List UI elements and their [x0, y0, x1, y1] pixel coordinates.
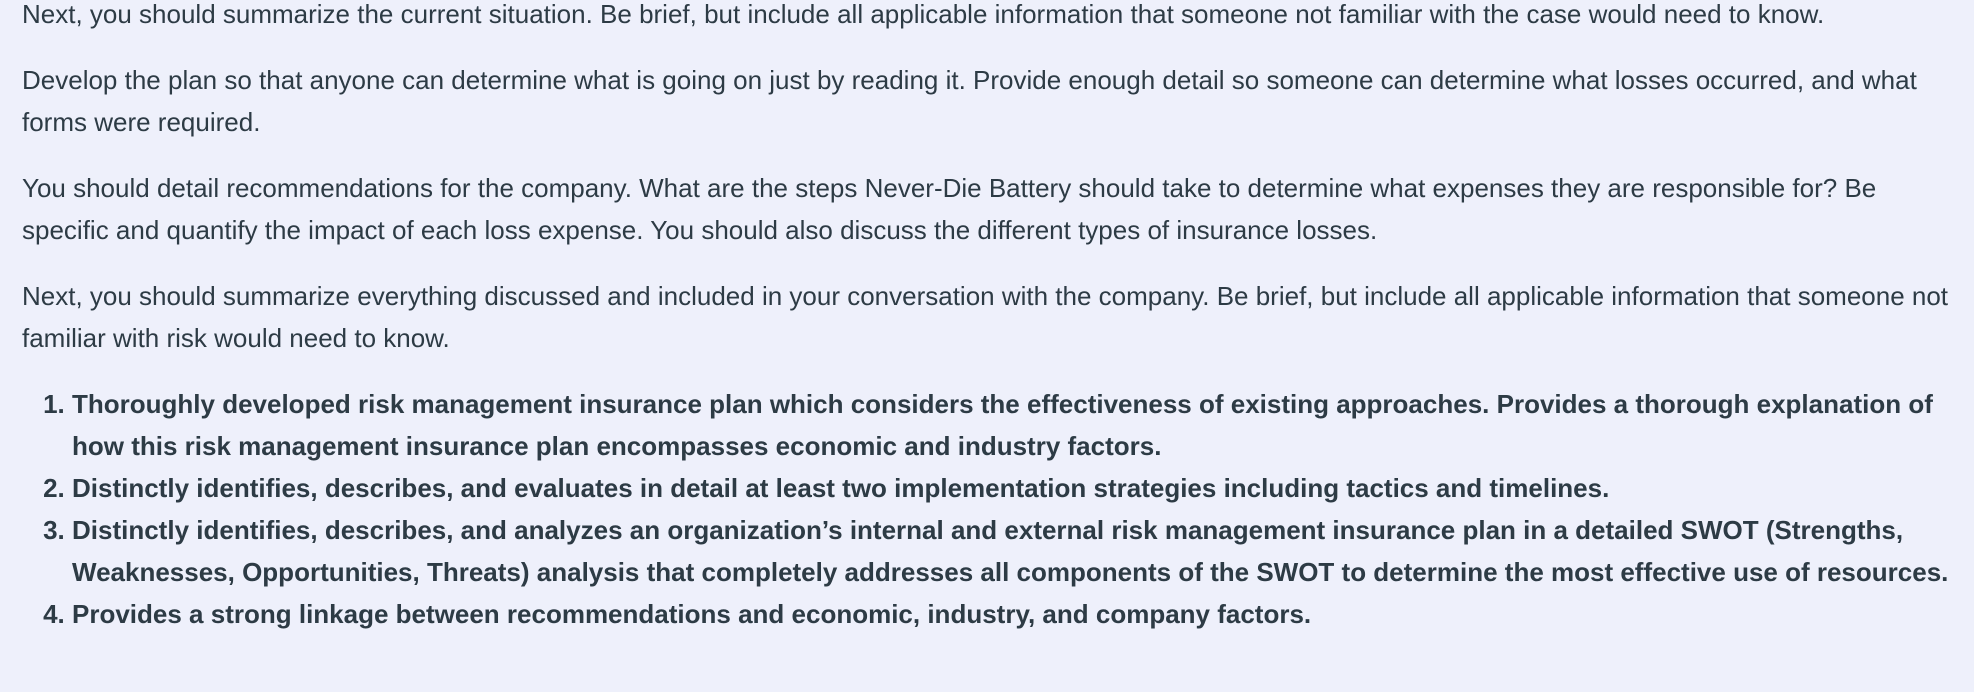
document-body [22, 0, 1962, 635]
criteria-item-3: 3. Distinctly identifies, describes, and analyzes an organization’s internal and external risk management insurance plan in a detailed SWOT (Strengths, Weaknesses, Opportunities, Threats) analysis that completely addresses all components of the SWOT to determine the most effective use of resources. [72, 509, 1962, 593]
criteria-item-1: 1. Thoroughly developed risk management insurance plan which considers the effectiveness of existing approaches. Provides a thorough explanation of how this risk management insurance plan encompasses economic and industry factors. [72, 383, 1962, 467]
criteria-list [22, 383, 1962, 635]
paragraph-conversation-summary: Next, you should summarize everything discussed and included in your conversation with the company. Be brief, but include all applicable information that someone not familiar with risk would need to know. [22, 281, 1949, 353]
paragraph-recommendations: You should detail recommendations for the company. What are the steps Never-Die Battery should take to determine what expenses they are responsible for? Be specific and quantify the impact of each loss expense. You should also discuss the different types of insurance losses. [22, 173, 1877, 245]
criteria-item-4: 4. Provides a strong linkage between recommendations and economic, industry, and company factors. [72, 593, 1962, 635]
criteria-item-2: 2. Distinctly identifies, describes, and evaluates in detail at least two implementation strategies including tactics and timelines. [72, 467, 1962, 509]
paragraph-situation-summary: Next, you should summarize the current situation. Be brief, but include all applicable information that someone not familiar with the case would need to know. [22, 0, 1825, 29]
paragraph-plan-development: Develop the plan so that anyone can determine what is going on just by reading it. Provide enough detail so someone can determine what losses occurred, and what forms were required. [22, 65, 1917, 137]
